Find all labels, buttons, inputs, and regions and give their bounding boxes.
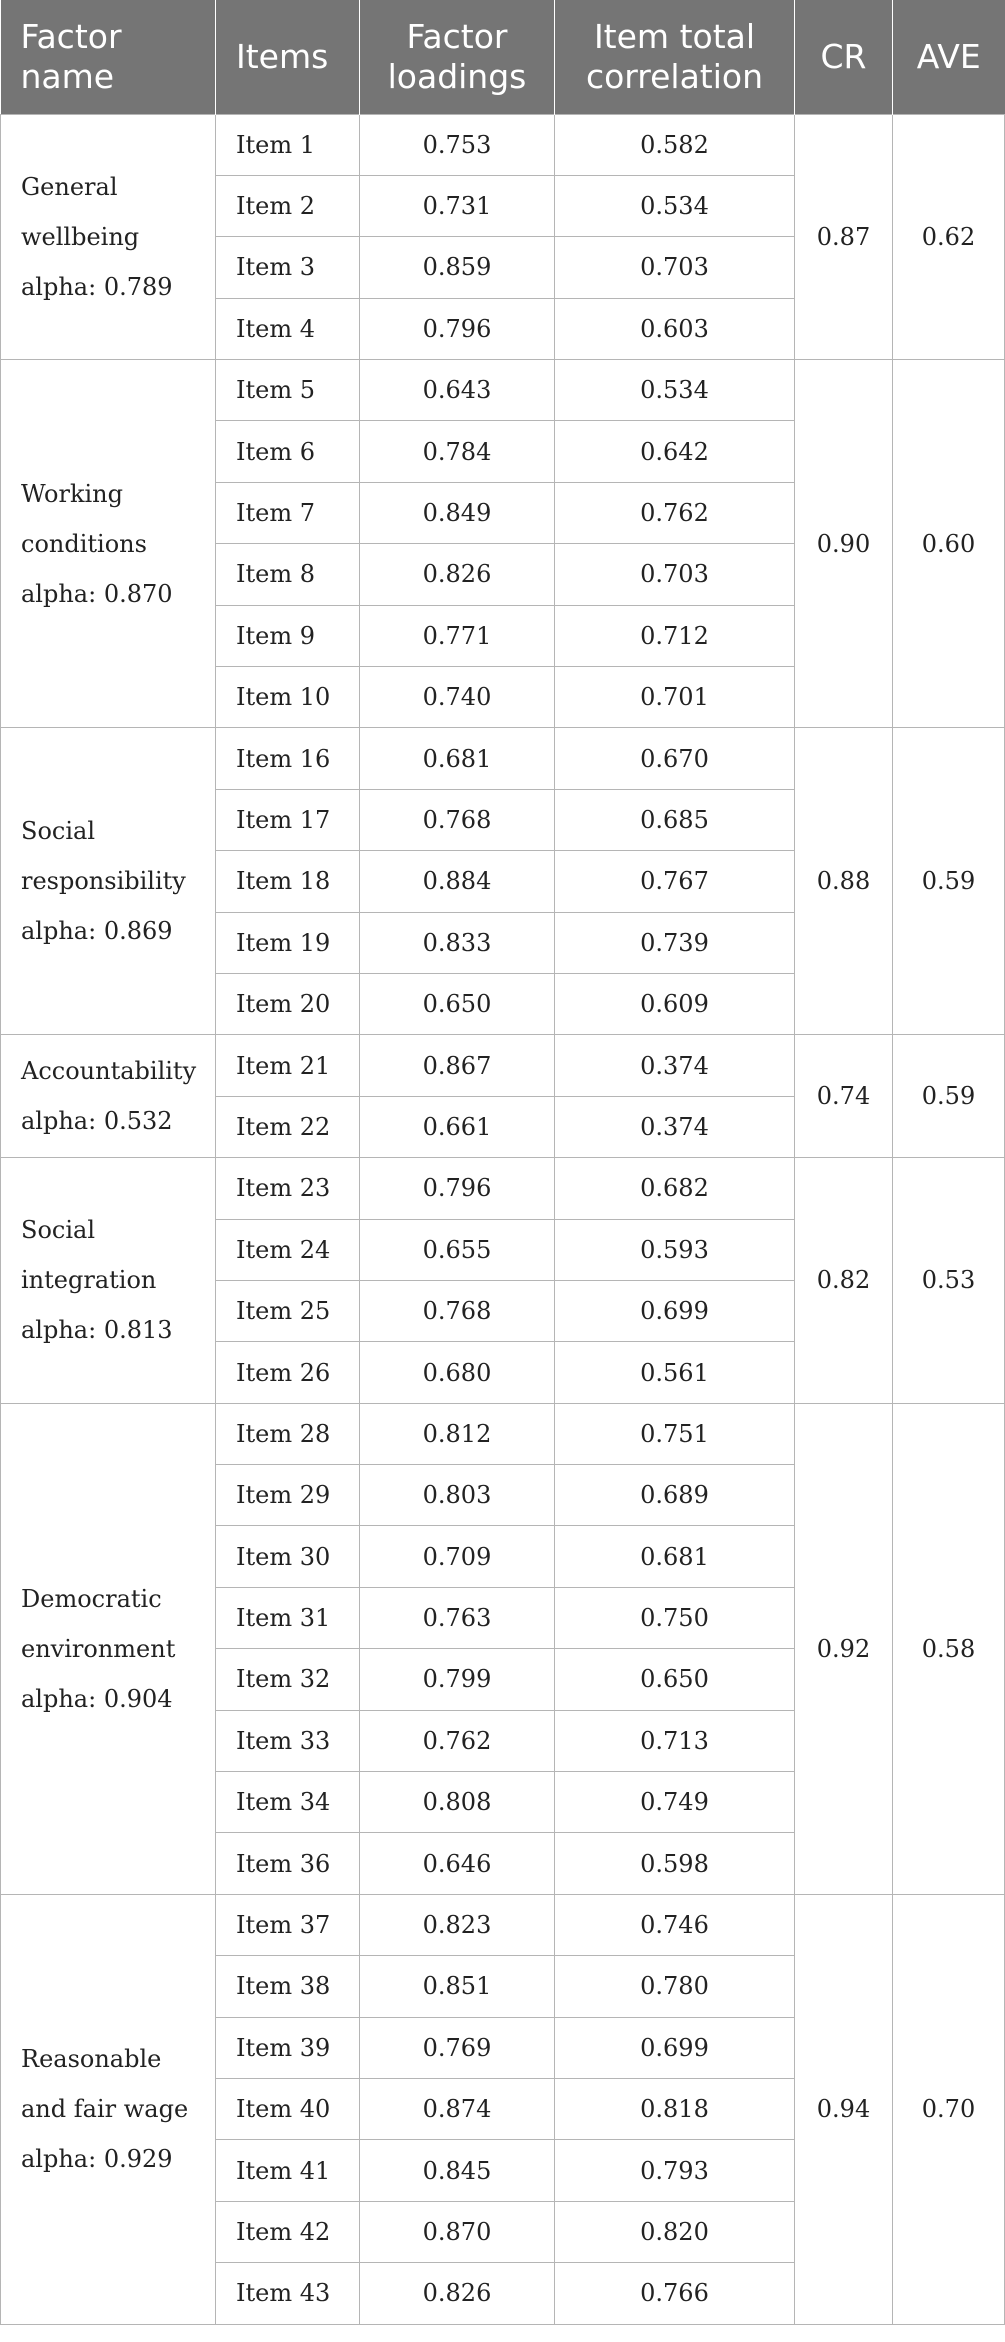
factor-loading-cell: 0.845: [360, 2140, 555, 2201]
factor-name-line: conditions: [21, 529, 147, 558]
factor-name-line: alpha: 0.532: [21, 1107, 173, 1136]
factor-loading-cell: 0.650: [360, 973, 555, 1034]
item-total-correlation-cell: 0.701: [555, 667, 795, 728]
item-total-correlation-cell: 0.374: [555, 1096, 795, 1157]
item-total-correlation-cell: 0.750: [555, 1587, 795, 1648]
item-total-correlation-cell: 0.749: [555, 1772, 795, 1833]
item-cell: Item 17: [216, 789, 360, 850]
cr-cell: 0.82: [795, 1158, 893, 1404]
item-total-correlation-cell: 0.609: [555, 973, 795, 1034]
header-item-total-correlation: Item total correlation: [555, 0, 795, 114]
factor-name-line: and fair wage: [21, 2095, 189, 2124]
ave-cell: 0.59: [893, 1035, 1005, 1158]
cr-cell: 0.92: [795, 1403, 893, 1894]
factor-name-line: alpha: 0.869: [21, 917, 173, 946]
item-cell: Item 36: [216, 1833, 360, 1894]
table-row: [1, 728, 1005, 789]
item-cell: Item 30: [216, 1526, 360, 1587]
item-cell: Item 39: [216, 2017, 360, 2078]
item-total-correlation-cell: 0.712: [555, 605, 795, 666]
item-total-correlation-cell: 0.642: [555, 421, 795, 482]
factor-loading-cell: 0.859: [360, 237, 555, 298]
ave-cell: 0.59: [893, 728, 1005, 1035]
item-total-correlation-cell: 0.713: [555, 1710, 795, 1771]
factor-loading-cell: 0.762: [360, 1710, 555, 1771]
factor-loading-cell: 0.655: [360, 1219, 555, 1280]
factor-loading-cell: 0.799: [360, 1649, 555, 1710]
item-cell: Item 31: [216, 1587, 360, 1648]
item-cell: Item 40: [216, 2079, 360, 2140]
item-cell: Item 2: [216, 175, 360, 236]
factor-loading-cell: 0.763: [360, 1587, 555, 1648]
factor-loading-cell: 0.851: [360, 1956, 555, 2017]
factor-loading-cell: 0.808: [360, 1772, 555, 1833]
item-cell: Item 34: [216, 1772, 360, 1833]
factor-name-cell: [1, 1403, 216, 1894]
factor-name-line: Accountability: [21, 1057, 197, 1086]
item-total-correlation-cell: 0.670: [555, 728, 795, 789]
table-row: [1, 1894, 1005, 1955]
factor-loading-cell: 0.874: [360, 2079, 555, 2140]
header-items: Items: [216, 0, 360, 114]
factor-name-line: Working: [21, 479, 123, 508]
item-cell: Item 1: [216, 114, 360, 175]
factor-loading-cell: 0.784: [360, 421, 555, 482]
item-cell: Item 3: [216, 237, 360, 298]
factor-name-line: Social: [21, 817, 95, 846]
item-total-correlation-cell: 0.751: [555, 1403, 795, 1464]
factor-loading-cell: 0.823: [360, 1894, 555, 1955]
header-cr: CR: [795, 0, 893, 114]
item-cell: Item 37: [216, 1894, 360, 1955]
item-cell: Item 10: [216, 667, 360, 728]
item-total-correlation-cell: 0.699: [555, 2017, 795, 2078]
item-total-correlation-cell: 0.766: [555, 2263, 795, 2324]
item-total-correlation-cell: 0.685: [555, 789, 795, 850]
table-row: [1, 1158, 1005, 1219]
item-cell: Item 8: [216, 544, 360, 605]
factor-loading-cell: 0.771: [360, 605, 555, 666]
item-total-correlation-cell: 0.534: [555, 175, 795, 236]
factor-loading-cell: 0.768: [360, 1280, 555, 1341]
factor-name-line: Social: [21, 1216, 95, 1245]
header-factor-name: Factor name: [1, 0, 216, 114]
item-cell: Item 22: [216, 1096, 360, 1157]
ave-cell: 0.62: [893, 114, 1005, 360]
item-cell: Item 19: [216, 912, 360, 973]
factor-loading-cell: 0.646: [360, 1833, 555, 1894]
item-cell: Item 38: [216, 1956, 360, 2017]
factor-loading-cell: 0.643: [360, 360, 555, 421]
item-cell: Item 21: [216, 1035, 360, 1096]
item-total-correlation-cell: 0.374: [555, 1035, 795, 1096]
cr-cell: 0.88: [795, 728, 893, 1035]
factor-name-line: alpha: 0.929: [21, 2145, 173, 2174]
factor-loading-cell: 0.769: [360, 2017, 555, 2078]
header-factor-loadings: Factor loadings: [360, 0, 555, 114]
factor-name-cell: [1, 1894, 216, 2324]
table-row: [1, 1403, 1005, 1464]
factor-loading-cell: 0.661: [360, 1096, 555, 1157]
factor-loading-cell: 0.768: [360, 789, 555, 850]
factor-loading-cell: 0.884: [360, 851, 555, 912]
factor-loading-cell: 0.753: [360, 114, 555, 175]
item-total-correlation-cell: 0.703: [555, 544, 795, 605]
item-total-correlation-cell: 0.793: [555, 2140, 795, 2201]
factor-loading-cell: 0.833: [360, 912, 555, 973]
factor-name-line: wellbeing: [21, 222, 140, 251]
factor-name-line: alpha: 0.813: [21, 1316, 173, 1345]
item-cell: Item 28: [216, 1403, 360, 1464]
factor-loading-cell: 0.709: [360, 1526, 555, 1587]
factor-loading-cell: 0.826: [360, 544, 555, 605]
item-cell: Item 41: [216, 2140, 360, 2201]
header-ave: AVE: [893, 0, 1005, 114]
item-total-correlation-cell: 0.534: [555, 360, 795, 421]
item-cell: Item 16: [216, 728, 360, 789]
item-cell: Item 6: [216, 421, 360, 482]
item-total-correlation-cell: 0.762: [555, 482, 795, 543]
cr-cell: 0.94: [795, 1894, 893, 2324]
table-body: [1, 114, 1005, 2324]
item-cell: Item 29: [216, 1465, 360, 1526]
table-header: [1, 0, 1005, 114]
table-row: [1, 114, 1005, 175]
cr-cell: 0.74: [795, 1035, 893, 1158]
item-cell: Item 26: [216, 1342, 360, 1403]
item-cell: Item 23: [216, 1158, 360, 1219]
table-row: [1, 360, 1005, 421]
ave-cell: 0.58: [893, 1403, 1005, 1894]
item-cell: Item 7: [216, 482, 360, 543]
factor-loading-cell: 0.796: [360, 298, 555, 359]
factor-name-cell: [1, 728, 216, 1035]
factor-loading-cell: 0.849: [360, 482, 555, 543]
factor-loading-cell: 0.796: [360, 1158, 555, 1219]
factor-loading-cell: 0.740: [360, 667, 555, 728]
ave-cell: 0.60: [893, 360, 1005, 728]
factor-loading-cell: 0.731: [360, 175, 555, 236]
factor-loading-cell: 0.803: [360, 1465, 555, 1526]
item-total-correlation-cell: 0.746: [555, 1894, 795, 1955]
item-cell: Item 18: [216, 851, 360, 912]
item-total-correlation-cell: 0.739: [555, 912, 795, 973]
factor-name-cell: [1, 114, 216, 360]
ave-cell: 0.53: [893, 1158, 1005, 1404]
factor-loading-cell: 0.870: [360, 2201, 555, 2262]
factor-name-cell: [1, 360, 216, 728]
factor-loading-cell: 0.681: [360, 728, 555, 789]
item-total-correlation-cell: 0.598: [555, 1833, 795, 1894]
factor-name-line: Reasonable: [21, 2045, 162, 2074]
cr-cell: 0.90: [795, 360, 893, 728]
factor-loading-cell: 0.867: [360, 1035, 555, 1096]
item-cell: Item 5: [216, 360, 360, 421]
item-total-correlation-cell: 0.818: [555, 2079, 795, 2140]
item-total-correlation-cell: 0.593: [555, 1219, 795, 1280]
factor-loading-cell: 0.812: [360, 1403, 555, 1464]
factor-name-line: alpha: 0.904: [21, 1684, 173, 1713]
factor-name-line: General: [21, 172, 118, 201]
factor-name-line: environment: [21, 1634, 176, 1663]
item-total-correlation-cell: 0.699: [555, 1280, 795, 1341]
item-cell: Item 4: [216, 298, 360, 359]
factor-name-line: alpha: 0.870: [21, 579, 173, 608]
factor-name-cell: [1, 1035, 216, 1158]
item-total-correlation-cell: 0.561: [555, 1342, 795, 1403]
item-cell: Item 9: [216, 605, 360, 666]
factor-name-cell: [1, 1158, 216, 1404]
table-row: [1, 1035, 1005, 1096]
factor-name-line: Democratic: [21, 1584, 162, 1613]
ave-cell: 0.70: [893, 1894, 1005, 2324]
item-cell: Item 33: [216, 1710, 360, 1771]
item-total-correlation-cell: 0.650: [555, 1649, 795, 1710]
item-total-correlation-cell: 0.603: [555, 298, 795, 359]
cr-cell: 0.87: [795, 114, 893, 360]
item-cell: Item 42: [216, 2201, 360, 2262]
item-total-correlation-cell: 0.780: [555, 1956, 795, 2017]
item-total-correlation-cell: 0.689: [555, 1465, 795, 1526]
item-total-correlation-cell: 0.767: [555, 851, 795, 912]
item-total-correlation-cell: 0.681: [555, 1526, 795, 1587]
item-total-correlation-cell: 0.703: [555, 237, 795, 298]
factor-loading-cell: 0.680: [360, 1342, 555, 1403]
item-total-correlation-cell: 0.582: [555, 114, 795, 175]
item-cell: Item 32: [216, 1649, 360, 1710]
item-cell: Item 24: [216, 1219, 360, 1280]
item-cell: Item 25: [216, 1280, 360, 1341]
item-total-correlation-cell: 0.682: [555, 1158, 795, 1219]
factor-name-line: responsibility: [21, 867, 186, 896]
factor-name-line: alpha: 0.789: [21, 272, 173, 301]
item-cell: Item 43: [216, 2263, 360, 2324]
item-total-correlation-cell: 0.820: [555, 2201, 795, 2262]
header-row: [1, 0, 1005, 114]
item-cell: Item 20: [216, 973, 360, 1034]
factor-loading-cell: 0.826: [360, 2263, 555, 2324]
factor-name-line: integration: [21, 1266, 157, 1295]
